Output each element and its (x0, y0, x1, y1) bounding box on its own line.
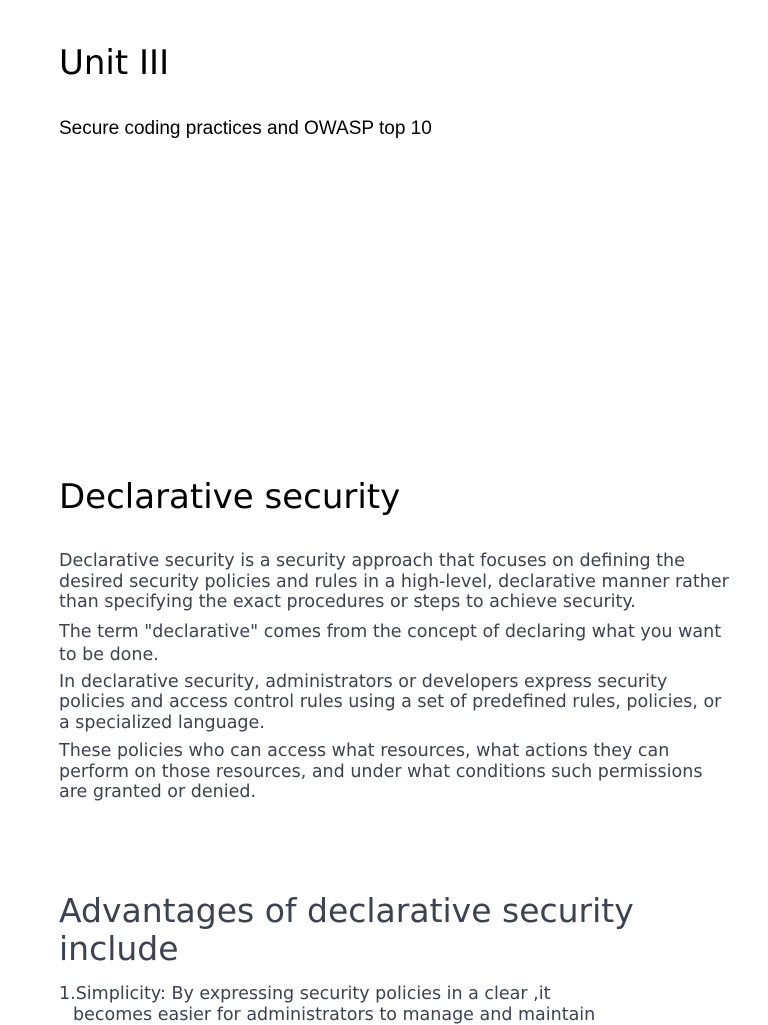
list-item (59, 984, 739, 1025)
paragraph: The term "declarative" comes from the concept of declaring what you want to be done. (59, 621, 729, 667)
declarative-security-body (59, 551, 729, 811)
list-item-text: Simplicity: By expressing security policies in a clear ,it (76, 984, 551, 1004)
paragraph: Declarative security is a security approach that focuses on defining the desired security policies and rules in a high-level, declarative manner rather than specifying the exact procedures or steps to achieve security. (59, 551, 729, 613)
list-item-text-continued: becomes easier for administrators to manage and maintain (59, 1005, 739, 1025)
list-item-number: 1. (59, 984, 76, 1004)
section-title-declarative-security: Declarative security (59, 476, 400, 518)
slide-subtitle: Secure coding practices and OWASP top 10 (59, 117, 432, 141)
paragraph: These policies who can access what resources, what actions they can perform on those resources, and under what conditions such permissions are granted or denied. (59, 741, 729, 803)
section-title-advantages: Advantages of declarative security include (59, 892, 739, 968)
slide-title-unit: Unit III (59, 42, 169, 84)
paragraph: In declarative security, administrators or developers express security policies and access control rules using a set of predefined rules, policies, or a specialized language. (59, 672, 729, 734)
